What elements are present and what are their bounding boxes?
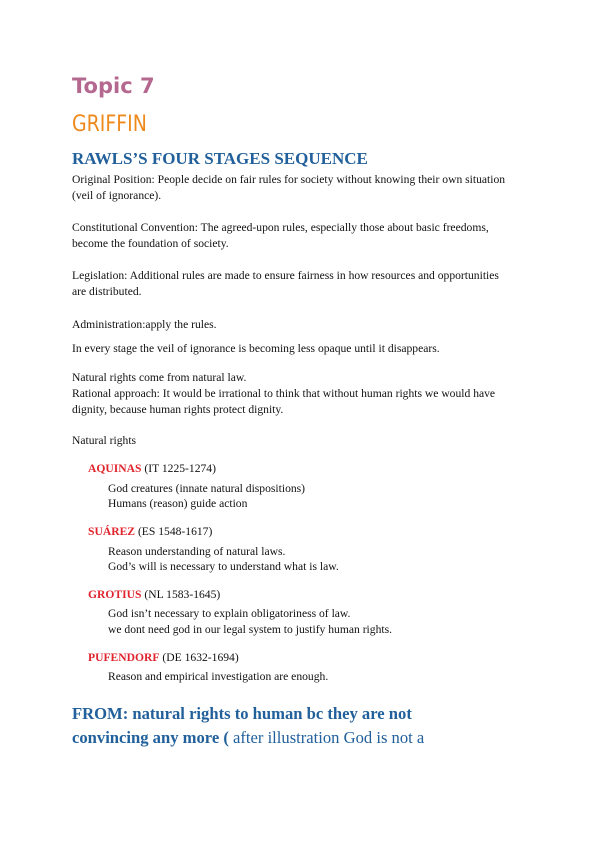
original-position-line2: (veil of ignorance).	[72, 189, 162, 202]
from-heading-line1: FROM: natural rights to human bc they are not	[72, 704, 412, 723]
original-position-line1: Original Position: People decide on fair rules for society without knowing their own situation	[72, 173, 506, 186]
natural-law-line: Natural rights come from natural law.	[72, 371, 247, 384]
thinker-meta: (NL 1583-1645)	[141, 588, 221, 601]
thinker-name: SUÁREZ	[88, 525, 136, 538]
legislation-line2: are distributed.	[72, 285, 142, 298]
thinker-pufendorf	[88, 650, 239, 666]
aquinas-point-2: Humans (reason) guide action	[108, 497, 248, 510]
constitutional-line1: Constitutional Convention: The agreed-upon rules, especially those about basic freedoms,	[72, 221, 489, 234]
veil-note: In every stage the veil of ignorance is becoming less opaque until it disappears.	[72, 342, 440, 355]
aquinas-point-1: God creatures (innate natural dispositions)	[108, 482, 306, 495]
thinker-meta: (IT 1225-1274)	[141, 462, 216, 475]
rational-approach-line2: dignity, because human rights protect dignity.	[72, 403, 284, 416]
pufendorf-point-1: Reason and empirical investigation are enough.	[108, 670, 329, 683]
thinker-suarez	[88, 524, 212, 540]
thinker-meta: (ES 1548-1617)	[135, 525, 213, 538]
administration-line: Administration:apply the rules.	[72, 318, 217, 331]
grotius-point-2: we dont need god in our legal system to justify human rights.	[108, 623, 393, 636]
suarez-point-2: God’s will is necessary to understand what is law.	[108, 560, 339, 573]
author-title: GRIFFIN	[72, 112, 147, 137]
topic-label: Topic 7	[72, 74, 155, 98]
from-line2-regular: after illustration God is not a	[228, 728, 425, 747]
thinker-meta: (DE 1632-1694)	[159, 651, 239, 664]
natural-rights-label: Natural rights	[72, 434, 137, 447]
section-heading: RAWLS’S FOUR STAGES SEQUENCE	[72, 149, 368, 168]
thinker-name: PUFENDORF	[88, 651, 160, 664]
legislation-line1: Legislation: Additional rules are made to ensure fairness in how resources and opportunities	[72, 269, 499, 282]
constitutional-line2: become the foundation of society.	[72, 237, 229, 250]
from-heading-line2	[72, 726, 424, 750]
thinker-grotius	[88, 587, 220, 603]
thinker-name: GROTIUS	[88, 588, 142, 601]
from-line2-bold: convincing any more (	[72, 728, 229, 747]
thinker-name: AQUINAS	[88, 462, 142, 475]
suarez-point-1: Reason understanding of natural laws.	[108, 545, 286, 558]
grotius-point-1: God isn’t necessary to explain obligatoriness of law.	[108, 607, 351, 620]
rational-approach-line1: Rational approach: It would be irrational to think that without human rights we would have	[72, 387, 496, 400]
thinker-aquinas	[88, 461, 216, 477]
